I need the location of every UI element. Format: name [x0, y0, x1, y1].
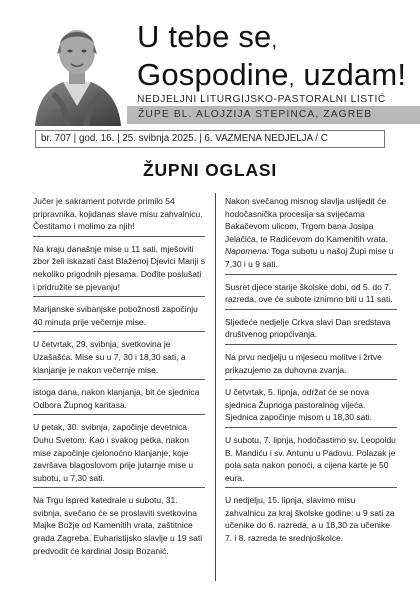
notice-cathedral-feast: Na Trgu ispred katedrale u subotu, 31. svibnja, svečano će se proslaviti svetkovina Majke Božje od Kamenitih vrata, zaštitnice grada Zagreba. Euharistijsko slavlje u 19 sati predvodit će kardinal Josip Bozanić.: [33, 495, 203, 556]
notice-novena: U petak, 30. svibnja, započinje devetnica Duhu Svetom. Kao i svakog petka, nakon mise započinje cjelonoćno klanjanje, koje završava blagoslovom prije jutarnje mise u subotu, u 7,30 sati.: [33, 419, 205, 488]
title-part-2: Gospodine: [137, 57, 289, 92]
title-part-3: uzdam!: [294, 57, 407, 92]
notice-choir: Na kraju današnje mise u 11 sati, mješoviti zbor želi iskazati čast Blaženoj Djevici Mariji s nekoliko prigodnih pjesama. Dođite poslušati i pridružite se pjevanju!: [33, 241, 205, 297]
notice-procession: [225, 193, 397, 275]
masthead-title: [137, 20, 406, 96]
notice-ascension: U četvrtak, 29. svibnja, svetkovina je Uzašašća. Mise su u 7, 30 i 18,30 sati, a klanjanje je nakon večernje mise.: [33, 336, 205, 380]
right-column: [225, 193, 397, 552]
notice-marian-devotions: Marijanske svibanjske pobožnosti započinju 40 minuta prije večernje mise.: [33, 301, 205, 332]
issue-info-bar: br. 707 | god. 16. | 25. svibnja 2025. | 6. VAZMENA NEDJELJA / C: [35, 130, 385, 148]
notice-procession-text: Nakon svečanog misnog slavlja uslijedit će hodočasnička procesija sa svijećama Bakačevom ulicom, Trgom bana Josipa Jelačića, te Radićevom do Kamenitih vrata.: [225, 196, 388, 244]
notice-media-day: Sljedeće nedjelje Crkva slavi Dan sredstava društvenog priopćivanja.: [225, 314, 397, 345]
masthead-subtitle: NEDJELJNI LITURGIJSKO-PASTORALNI LISTIĆ: [137, 94, 386, 105]
notice-caritas-meeting: istoga dana, nakon klanjanja, bit će sjednica Odbora Župnog karitasa.: [33, 384, 205, 415]
title-line-2: [137, 58, 406, 96]
page-heading: ŽUPNI OGLASI: [142, 160, 278, 180]
parish-name: ŽUPE BL. ALOJZIJA STEPINCA, ZAGREB: [138, 109, 373, 120]
notice-pastoral-council: U četvrtak, 5. lipnja, održat će se nova sjednica Župnoga pastoralnog vijeća. Sjednica započinje misom u 18,30 sati.: [225, 384, 397, 428]
parish-band: [127, 106, 420, 124]
notice-confirmation: Jučer je sakrament potvrde primilo 54 pripravnika, kojidanas slave misu zahvalnicu. Čestitamo i molimo za njih!: [33, 193, 205, 237]
left-column: [33, 193, 205, 564]
pope-portrait-illustration: [27, 14, 127, 126]
notice-vocations: Na prvu nedjelju u mjesecu molitve i žrtve prikazujemo za duhovna zvanja.: [225, 349, 397, 380]
note-text: Toga subotu u našoj Župi mise u 7,30 i u 9 sati.: [225, 246, 394, 269]
notice-school-year-mass: U nedjelju, 15. lipnja, slavimo misu zahvalnicu za kraj školske godine: u 9 sati za učenike do 6. razreda, a u 18,30 za učenike 7. i 8. razreda te srednjoškolce.: [225, 495, 395, 544]
note-label: Napomena:: [225, 246, 269, 257]
notice-children-meeting: Susret djece starije školske dobi, od 5. do 7. razreda, ove će subote iznimno biti u 11 sati.: [225, 279, 397, 310]
masthead: [0, 0, 420, 126]
title-separator-1: ,: [271, 30, 278, 52]
title-separator-2: ,: [288, 68, 295, 90]
notice-pilgrimage: U subotu, 7. lipnja, hodočastimo sv. Leopoldu B. Mandiću i sv. Antunu u Padovu. Polazak je pola sata nakon ponoći, a cijena karte je 50 eura.: [225, 432, 397, 488]
title-part-1: U tebe se: [137, 19, 272, 54]
column-divider: [215, 193, 216, 581]
